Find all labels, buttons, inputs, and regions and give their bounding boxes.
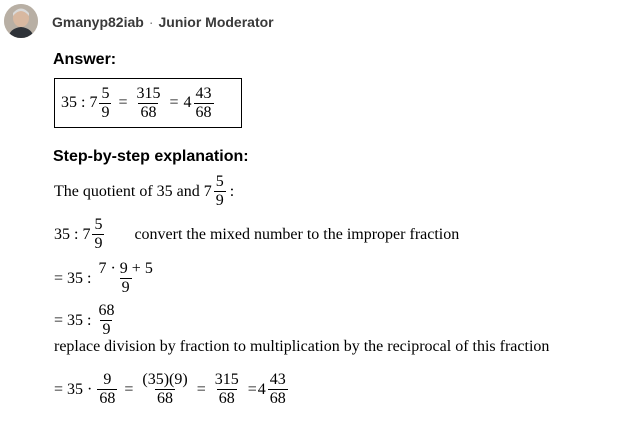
answer-improper-fraction <box>134 85 162 122</box>
equals-sign: = <box>196 380 206 398</box>
equals-sign: = <box>169 94 179 111</box>
improper-fraction-expression <box>96 260 154 297</box>
mixed-fraction <box>214 173 226 210</box>
product-fraction <box>140 371 189 408</box>
explanation-line-2 <box>54 216 459 253</box>
result-improper-fraction <box>213 371 241 408</box>
expression-lhs: = 35 : <box>54 311 92 329</box>
fraction-denominator: 9 <box>101 103 110 121</box>
step-note: convert the mixed number to the improper fraction <box>134 225 460 243</box>
separator: · <box>148 14 154 30</box>
fraction-numerator: 7 · 9 + 5 <box>98 260 153 277</box>
fraction-numerator: 5 <box>94 216 103 233</box>
fraction-numerator: 5 <box>101 84 110 102</box>
fraction-denominator: 9 <box>102 321 111 338</box>
fraction-denominator: 68 <box>269 390 286 407</box>
fraction-denominator: 68 <box>218 390 235 407</box>
fraction-denominator: 9 <box>94 235 103 252</box>
answer-result-fraction <box>194 85 214 122</box>
result-whole-part: 4 <box>257 380 266 398</box>
user-role: Junior Moderator <box>158 14 274 30</box>
expression-lhs: = 35 · <box>54 380 93 398</box>
fraction-denominator: 68 <box>157 390 174 407</box>
user-portrait-icon <box>4 4 38 38</box>
answer-whole-part: 4 <box>183 94 192 111</box>
mixed-fraction <box>92 216 104 253</box>
equals-sign: = <box>118 94 128 111</box>
fraction-numerator: 5 <box>215 173 224 190</box>
fraction-denominator: 9 <box>121 279 130 296</box>
explanation-line-5 <box>54 338 549 356</box>
explanation-line-1 <box>54 173 234 210</box>
fraction-numerator: 315 <box>136 84 161 102</box>
colon: : <box>229 182 235 200</box>
username-link[interactable]: Gmanyp82iab <box>52 14 144 30</box>
line-text: replace division by fraction to multiplication by the reciprocal of this fraction <box>54 338 550 355</box>
answer-heading: Answer: <box>53 51 117 68</box>
user-header <box>52 14 274 30</box>
equals-sign: = <box>247 380 257 398</box>
fraction-numerator: 9 <box>103 371 112 388</box>
fraction-denominator: 68 <box>99 390 116 407</box>
result-fraction <box>268 371 288 408</box>
reciprocal-fraction <box>97 371 117 408</box>
explanation-line-4 <box>54 302 118 339</box>
answer-mixed-fraction <box>99 85 111 122</box>
line-text: The quotient of 35 and 7 <box>54 182 212 200</box>
fraction-denominator: 68 <box>195 103 212 121</box>
answer-lhs: 35 : 7 <box>61 94 98 111</box>
expression-lhs: = 35 : <box>54 269 92 287</box>
explanation-line-3 <box>54 260 157 297</box>
explanation-heading: Step-by-step explanation: <box>53 148 249 165</box>
fraction-denominator: 9 <box>215 192 224 209</box>
fraction-numerator: 68 <box>98 302 115 319</box>
fraction-numerator: 315 <box>214 371 239 388</box>
expression-lhs: 35 : 7 <box>54 225 91 243</box>
avatar[interactable] <box>4 4 38 38</box>
fraction-denominator: 68 <box>140 103 157 121</box>
fraction-numerator: 43 <box>195 84 212 102</box>
equals-sign: = <box>124 380 134 398</box>
explanation-line-6 <box>54 371 290 408</box>
fraction-numerator: 43 <box>269 371 286 388</box>
answer-box <box>54 78 242 128</box>
improper-fraction <box>96 302 116 339</box>
fraction-numerator: (35)(9) <box>142 371 188 388</box>
